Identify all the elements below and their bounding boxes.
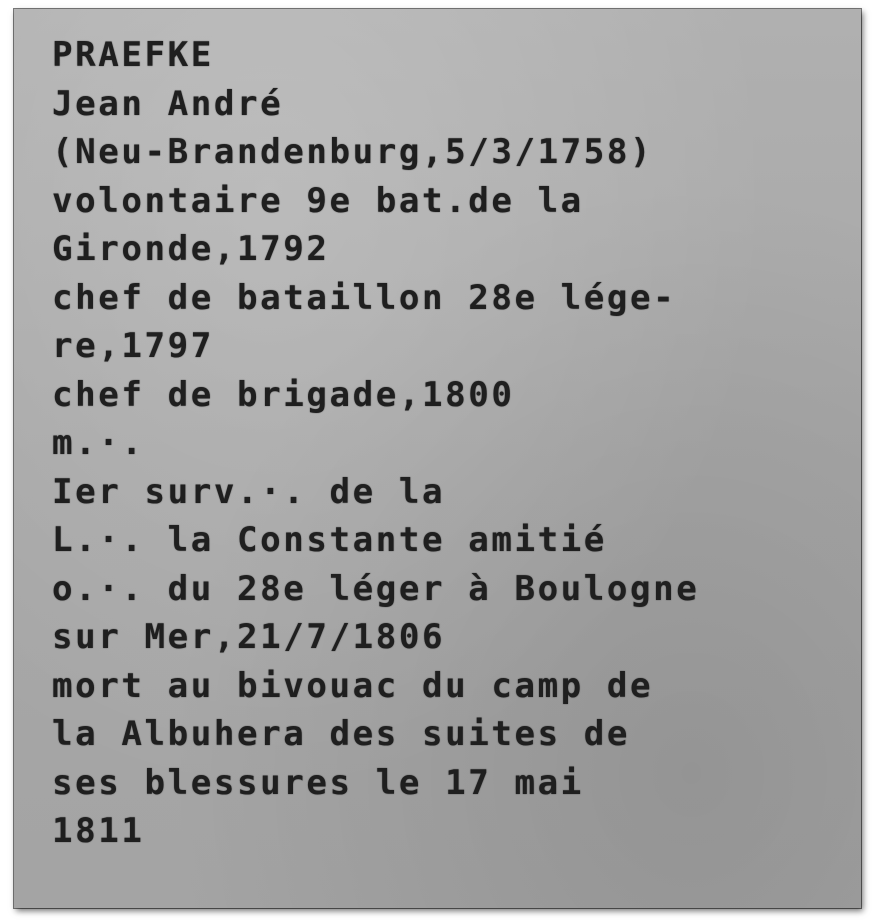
- text-line: la Albuhera des suites de: [52, 714, 631, 753]
- index-card: [14, 9, 861, 908]
- text-line: ses blessures le 17 mai: [52, 762, 584, 802]
- text-line: m.·.: [52, 423, 145, 462]
- text-line: mort au bivouac du camp de: [52, 665, 654, 705]
- text-line: chef de bataillon 28e lége-: [52, 277, 677, 317]
- typewritten-text: [52, 31, 700, 856]
- text-line: volontaire 9e bat.de la: [52, 180, 584, 220]
- text-line: sur Mer,21/7/1806: [52, 617, 446, 656]
- text-line: re,1797: [52, 326, 214, 365]
- text-line: 1811: [52, 811, 145, 850]
- text-line: Gironde,1792: [52, 229, 330, 268]
- text-line: o.·. du 28e léger à Boulogne: [52, 568, 700, 608]
- text-line: Ier surv.·. de la: [52, 471, 446, 511]
- text-line: L.·. la Constante amitié: [52, 520, 607, 559]
- birthplace-date-line: (Neu-Brandenburg,5/3/1758): [52, 132, 654, 171]
- text-line: chef de brigade,1800: [52, 374, 515, 414]
- surname-line: PRAEFKE: [52, 35, 214, 74]
- given-names-line: Jean André: [52, 83, 284, 123]
